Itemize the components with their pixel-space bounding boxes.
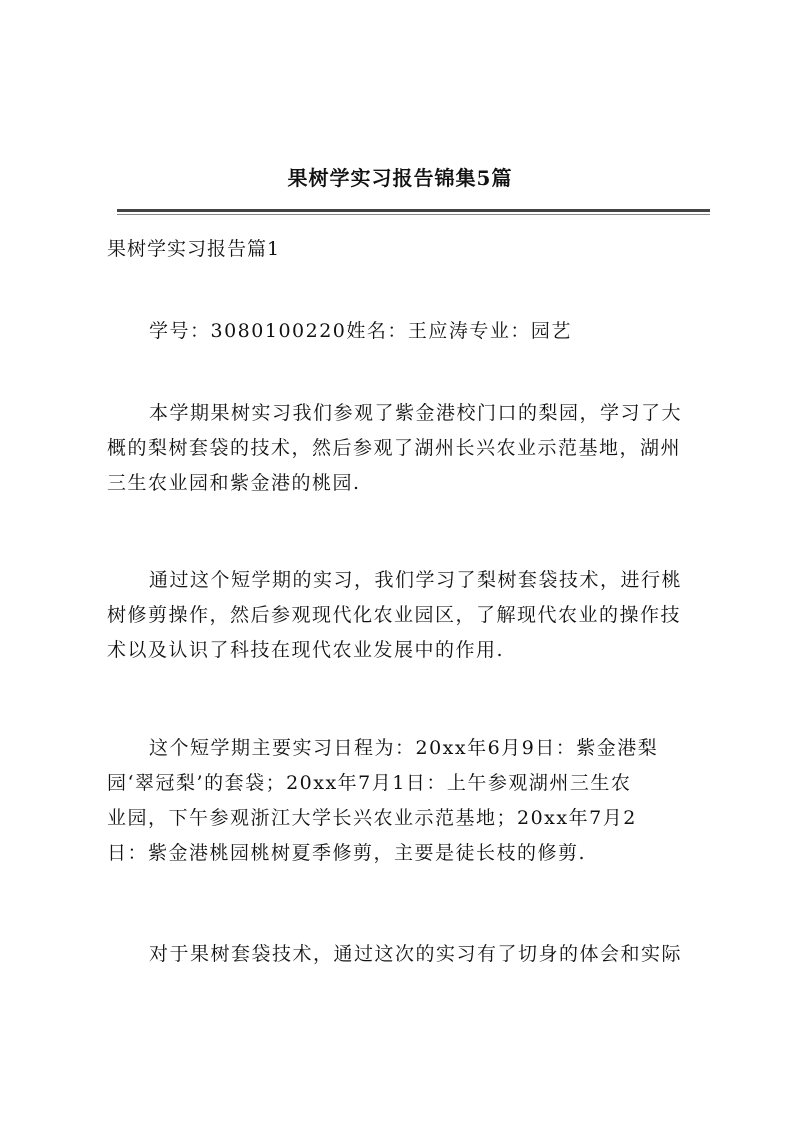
section-heading: 果树学实习报告篇1	[107, 238, 281, 260]
student-info-line: 学号：3080100220姓名：王应涛专业：园艺	[149, 320, 572, 342]
body-paragraph-2	[107, 563, 713, 668]
paragraph-line: 概的梨树套袋的技术，然后参观了湖州长兴农业示范基地，湖州	[107, 437, 682, 459]
body-paragraph-1	[107, 396, 713, 501]
paragraph-line: 业园，下午参观浙江大学长兴农业示范基地；20xx年7月2	[107, 807, 637, 829]
title-divider	[117, 209, 710, 212]
paragraph-line: 园‘翠冠梨’的套袋；20xx年7月1日：上午参观湖州三生农	[107, 772, 632, 794]
paragraph-line: 对于果树套袋技术，通过这次的实习有了切身的体会和实际	[149, 943, 683, 965]
paragraph-line: 树修剪操作，然后参观现代化农业园区，了解现代农业的操作技	[107, 604, 682, 626]
student-info-paragraph	[107, 314, 713, 349]
paragraph-line: 通过这个短学期的实习，我们学习了梨树套袋技术，进行桃	[149, 569, 683, 591]
paragraph-line: 日：紫金港桃园桃树夏季修剪，主要是徒长枝的修剪.	[107, 842, 587, 864]
body-paragraph-3	[107, 731, 713, 871]
title-divider-thin	[117, 214, 710, 215]
paragraph-line: 这个短学期主要实习日程为：20xx年6月9日：紫金港梨	[149, 737, 659, 759]
paragraph-line: 术以及认识了科技在现代农业发展中的作用.	[107, 639, 505, 661]
document-title: 果树学实习报告锦集5篇	[287, 166, 513, 190]
paragraph-line: 三生农业园和紫金港的桃园.	[107, 472, 361, 494]
body-paragraph-4	[107, 937, 713, 972]
paragraph-line: 本学期果树实习我们参观了紫金港校门口的梨园，学习了大	[149, 402, 683, 424]
